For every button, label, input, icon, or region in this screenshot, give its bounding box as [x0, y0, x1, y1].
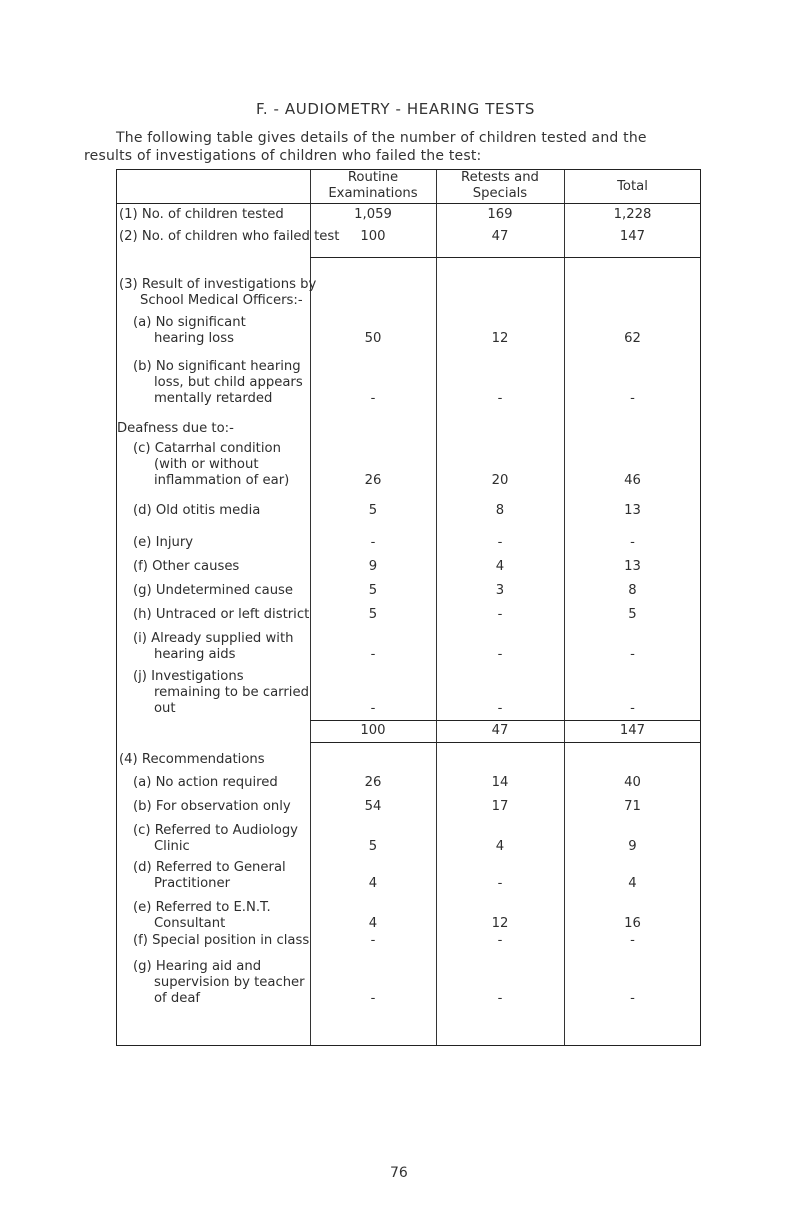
cell-routine: -: [370, 933, 376, 948]
cell-total: -: [630, 933, 635, 948]
cell-routine: 5: [368, 583, 378, 598]
page-title: F. - AUDIOMETRY - HEARING TESTS: [256, 100, 536, 118]
row-label: (f) Other causes: [133, 559, 240, 574]
cell-total: 13: [624, 503, 641, 518]
cell-total: 1,228: [613, 207, 652, 222]
subtotal-top-rule: [310, 720, 700, 721]
row-label: (a) No significant hearing loss: [133, 315, 246, 346]
row-label: (a) No action required: [133, 775, 278, 790]
row-label: (c) Referred to Audiology Clinic: [133, 823, 298, 854]
cell-routine: 9: [368, 559, 378, 574]
cell-total: -: [630, 535, 635, 550]
cell-routine: -: [370, 991, 376, 1006]
section-rule-1: [310, 257, 700, 258]
cell-total: 13: [624, 559, 641, 574]
row-label: (g) Hearing aid and supervision by teacher of deaf: [133, 959, 305, 1006]
cell-retests: 3: [495, 583, 505, 598]
row-label: (f) Special position in class: [133, 933, 310, 948]
cell-retests: 4: [495, 559, 505, 574]
cell-retests: 169: [487, 207, 513, 222]
cell-routine: 26: [364, 473, 382, 488]
cell-routine: 100: [360, 229, 386, 244]
cell-routine: -: [370, 535, 376, 550]
row-label: (3) Result of investigations by School Medical Officers:-: [119, 277, 317, 308]
cell-total: -: [630, 647, 635, 662]
cell-routine: 5: [368, 503, 378, 518]
row-label: (b) For observation only: [133, 799, 291, 814]
row-label: (j) Investigations remaining to be carried out: [133, 669, 309, 716]
cell-routine: 5: [368, 839, 378, 854]
hearing-tests-table: [116, 169, 701, 1046]
cell-retests: 47: [491, 229, 509, 244]
cell-total: 40: [624, 775, 641, 790]
intro-text: [84, 129, 786, 165]
cell-total: 9: [628, 839, 637, 854]
cell-retests: -: [497, 701, 503, 716]
row-label: (e) Referred to E.N.T. Consultant: [133, 900, 271, 931]
cell-routine: 50: [364, 331, 382, 346]
cell-routine: -: [370, 701, 376, 716]
cell-total: -: [630, 991, 635, 1006]
cell-retests: 14: [491, 775, 509, 790]
cell-retests: -: [497, 607, 503, 622]
cell-retests: -: [497, 535, 503, 550]
header-bottom-rule: [117, 203, 700, 204]
cell-total: 46: [624, 473, 641, 488]
cell-retests: 8: [495, 503, 505, 518]
row-label: (2) No. of children who failed test: [119, 229, 340, 244]
cell-routine: 5: [368, 607, 378, 622]
cell-routine: 54: [364, 799, 382, 814]
cell-routine: 1,059: [354, 207, 392, 222]
cell-total: 62: [624, 331, 641, 346]
cell-routine: -: [370, 647, 376, 662]
header-routine: Routine Examinations: [328, 170, 418, 201]
cell-retests: -: [497, 933, 503, 948]
cell-total: 71: [624, 799, 641, 814]
cell-routine: -: [370, 391, 376, 406]
row-label: (4) Recommendations: [119, 752, 265, 767]
cell-total: 8: [628, 583, 637, 598]
row-label: (h) Untraced or left district: [133, 607, 310, 622]
cell-retests: 17: [491, 799, 509, 814]
page-number: 76: [390, 1165, 408, 1181]
cell-retests: -: [497, 391, 503, 406]
cell-total: 16: [624, 916, 641, 931]
row-label: (d) Referred to General Practitioner: [133, 860, 286, 891]
intro-line-2: results of investigations of children who failed the test:: [84, 148, 482, 164]
cell-total: -: [630, 701, 635, 716]
cell-retests: 20: [491, 473, 509, 488]
row-label: (1) No. of children tested: [119, 207, 284, 222]
cell-routine: 4: [368, 876, 378, 891]
cell-total: -: [630, 391, 635, 406]
cell-total: 5: [628, 607, 637, 622]
cell-retests: -: [497, 991, 503, 1006]
row-label: (c) Catarrhal condition (with or without inflammation of ear): [133, 441, 290, 488]
cell-total: 147: [619, 723, 646, 738]
header-total: Total: [617, 179, 648, 194]
row-label: (i) Already supplied with hearing aids: [133, 631, 294, 662]
cell-retests: 4: [495, 839, 505, 854]
cell-total: 147: [619, 229, 646, 244]
row-label: (e) Injury: [133, 535, 194, 550]
row-label: (b) No significant hearing loss, but child appears mentally retarded: [133, 359, 303, 406]
cell-retests: 12: [491, 916, 509, 931]
cell-routine: 100: [360, 723, 386, 738]
cell-retests: 47: [491, 723, 509, 738]
row-label: (d) Old otitis media: [133, 503, 261, 518]
intro-line-1: The following table gives details of the number of children tested and the: [116, 130, 647, 146]
subtotal-bottom-rule: [310, 742, 700, 743]
row-label: Deafness due to:-: [117, 421, 234, 436]
cell-retests: -: [497, 647, 503, 662]
row-label: (g) Undetermined cause: [133, 583, 294, 598]
cell-retests: -: [497, 876, 503, 891]
cell-total: 4: [628, 876, 637, 891]
cell-routine: 4: [368, 916, 378, 931]
cell-retests: 12: [491, 331, 509, 346]
cell-routine: 26: [364, 775, 382, 790]
header-retests: Retests and Specials: [461, 170, 539, 201]
